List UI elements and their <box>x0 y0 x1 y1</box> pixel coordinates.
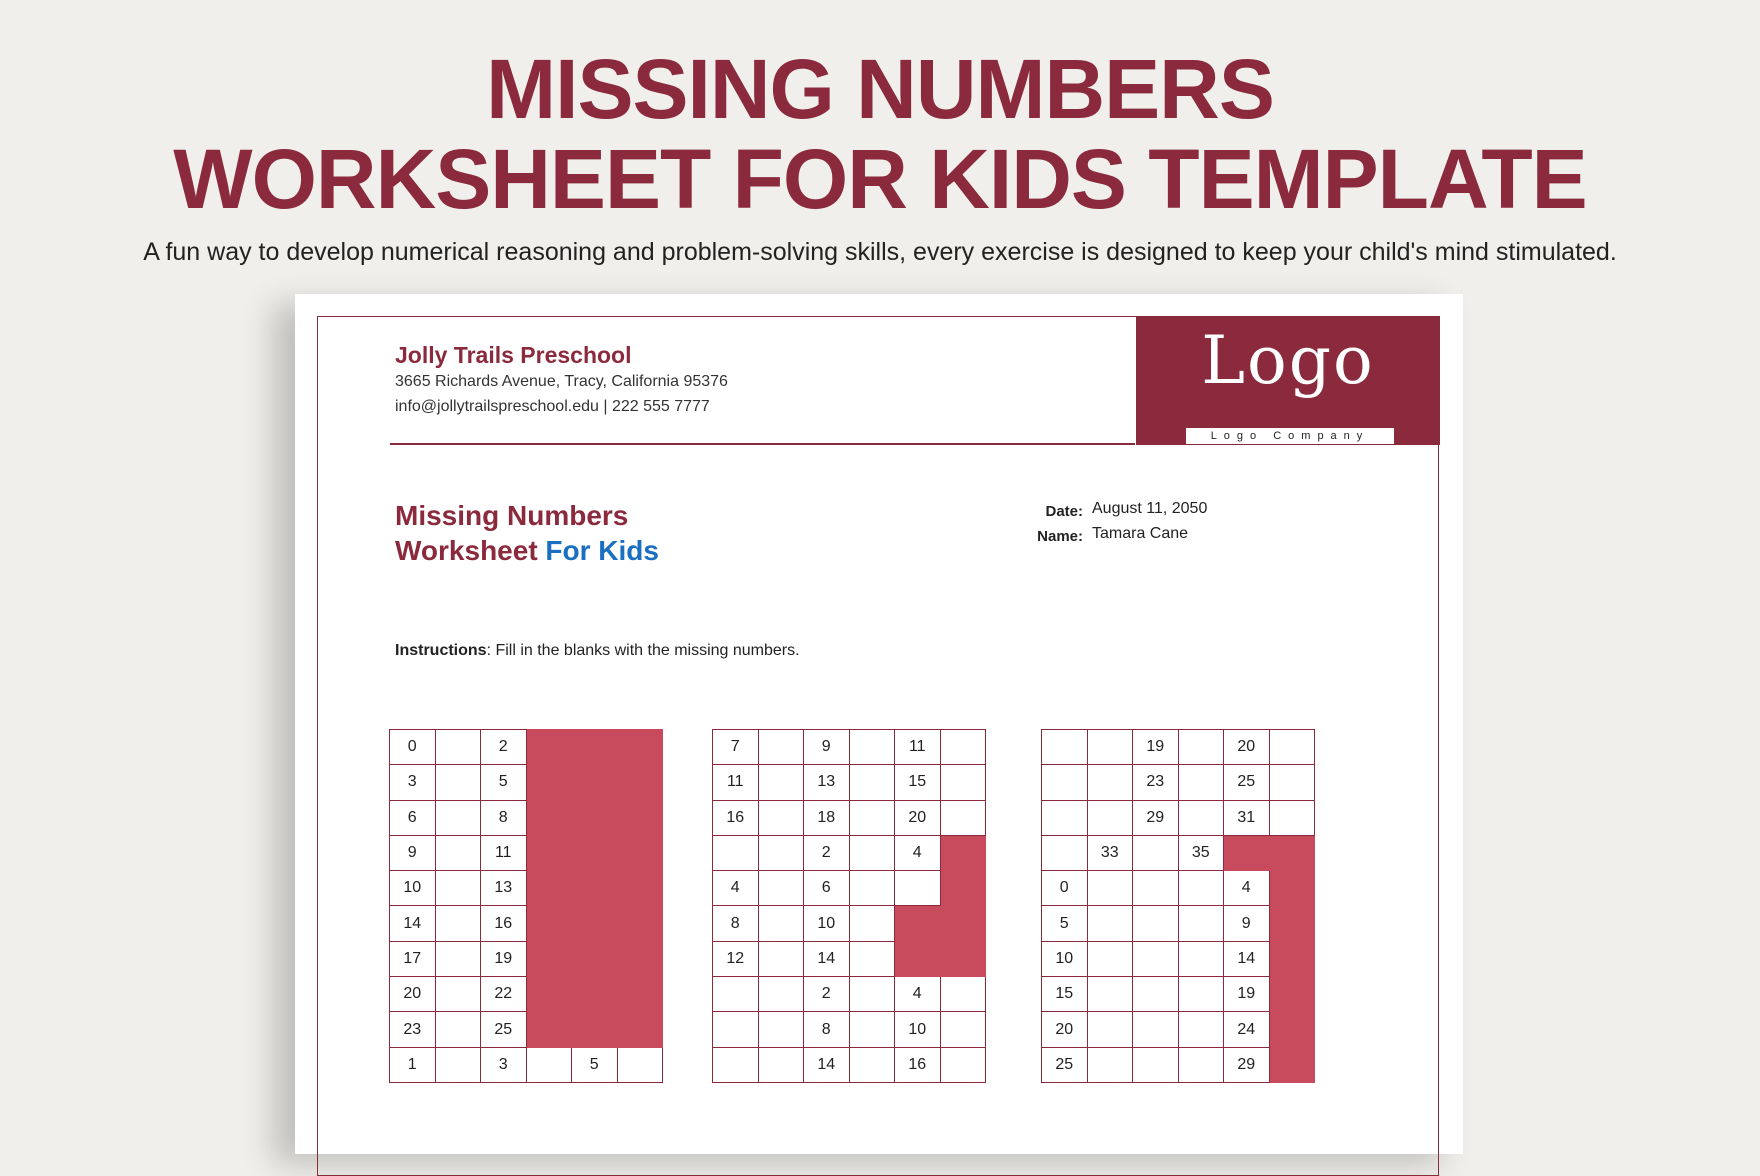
number-cell: 11 <box>895 730 941 765</box>
number-grid-3 <box>1041 729 1315 1083</box>
blank-cell[interactable] <box>849 800 895 835</box>
blank-cell[interactable] <box>849 1047 895 1082</box>
logo <box>1136 316 1440 445</box>
blank-cell[interactable] <box>1178 800 1224 835</box>
worksheet-title-word: Worksheet <box>395 535 538 566</box>
shaded-cell <box>617 1012 663 1047</box>
blank-cell[interactable] <box>713 1012 759 1047</box>
logo-wordmark: Logo <box>1201 322 1375 399</box>
number-cell: 3 <box>481 1047 527 1082</box>
number-cell: 0 <box>390 730 436 765</box>
shaded-cell <box>617 800 663 835</box>
shaded-cell <box>526 1012 572 1047</box>
number-cell: 23 <box>390 1012 436 1047</box>
number-cell: 19 <box>1133 730 1179 765</box>
grid-row <box>390 1047 663 1082</box>
blank-cell[interactable] <box>1087 1047 1133 1082</box>
number-cell: 15 <box>1042 977 1088 1012</box>
grid-row <box>390 800 663 835</box>
number-cell: 1 <box>390 1047 436 1082</box>
number-cell: 15 <box>895 765 941 800</box>
blank-cell[interactable] <box>435 730 481 765</box>
grid-row <box>390 835 663 870</box>
grid-row <box>713 765 986 800</box>
grid-row <box>713 1012 986 1047</box>
shaded-cell <box>617 906 663 941</box>
blank-cell[interactable] <box>758 941 804 976</box>
shaded-cell <box>526 800 572 835</box>
shaded-cell <box>1269 835 1315 870</box>
number-cell: 14 <box>390 906 436 941</box>
number-cell: 20 <box>1224 730 1270 765</box>
grid-row <box>390 941 663 976</box>
blank-cell[interactable] <box>758 977 804 1012</box>
number-cell: 20 <box>390 977 436 1012</box>
number-cell: 9 <box>1224 906 1270 941</box>
blank-cell[interactable] <box>713 977 759 1012</box>
blank-cell[interactable] <box>849 765 895 800</box>
number-cell: 20 <box>895 800 941 835</box>
number-cell: 12 <box>713 941 759 976</box>
number-cell: 33 <box>1087 835 1133 870</box>
instructions <box>395 641 800 661</box>
grid-row <box>390 977 663 1012</box>
instructions-text: : Fill in the blanks with the missing numbers. <box>486 642 800 659</box>
grid-row <box>390 871 663 906</box>
number-cell: 16 <box>481 906 527 941</box>
shaded-cell <box>895 941 941 976</box>
shaded-cell <box>895 906 941 941</box>
shaded-cell <box>617 730 663 765</box>
blank-cell[interactable] <box>1133 977 1179 1012</box>
number-cell: 2 <box>804 977 850 1012</box>
blank-cell[interactable] <box>758 765 804 800</box>
header-divider <box>390 443 1135 445</box>
number-cell: 11 <box>481 835 527 870</box>
blank-cell[interactable] <box>526 1047 572 1082</box>
shaded-cell <box>572 835 618 870</box>
blank-cell[interactable] <box>1087 906 1133 941</box>
number-cell: 0 <box>1042 871 1088 906</box>
shaded-cell <box>1269 871 1315 906</box>
number-cell: 14 <box>1224 941 1270 976</box>
grid-row <box>1042 871 1315 906</box>
blank-cell[interactable] <box>1042 765 1088 800</box>
number-cell: 18 <box>804 800 850 835</box>
grid-row <box>1042 800 1315 835</box>
number-cell: 7 <box>713 730 759 765</box>
grid-row <box>713 871 986 906</box>
blank-cell[interactable] <box>1042 835 1088 870</box>
number-cell: 9 <box>804 730 850 765</box>
number-cell: 5 <box>572 1047 618 1082</box>
shaded-cell <box>572 765 618 800</box>
school-contact: info@jollytrailspreschool.edu | 222 555 7777 <box>395 398 710 415</box>
number-cell: 8 <box>713 906 759 941</box>
number-cell: 2 <box>804 835 850 870</box>
blank-cell[interactable] <box>1087 730 1133 765</box>
number-cell: 4 <box>895 977 941 1012</box>
blank-cell[interactable] <box>849 1012 895 1047</box>
blank-cell[interactable] <box>1178 765 1224 800</box>
number-cell: 16 <box>895 1047 941 1082</box>
number-cell: 17 <box>390 941 436 976</box>
blank-cell[interactable] <box>758 1047 804 1082</box>
date-label: Date: <box>1045 503 1083 520</box>
instructions-label: Instructions <box>395 642 487 659</box>
number-cell: 24 <box>1224 1012 1270 1047</box>
number-cell: 13 <box>481 871 527 906</box>
grid-row <box>1042 906 1315 941</box>
blank-cell[interactable] <box>940 730 986 765</box>
number-cell: 4 <box>713 871 759 906</box>
blank-cell[interactable] <box>849 730 895 765</box>
shaded-cell <box>526 835 572 870</box>
shaded-cell <box>526 906 572 941</box>
number-cell: 3 <box>390 765 436 800</box>
blank-cell[interactable] <box>1269 800 1315 835</box>
blank-cell[interactable] <box>435 906 481 941</box>
shaded-cell <box>572 730 618 765</box>
blank-cell[interactable] <box>758 835 804 870</box>
shaded-cell <box>1269 941 1315 976</box>
blank-cell[interactable] <box>1133 1047 1179 1082</box>
shaded-cell <box>617 765 663 800</box>
grid-row <box>1042 1012 1315 1047</box>
grid-row <box>713 800 986 835</box>
blank-cell[interactable] <box>713 1047 759 1082</box>
blank-cell[interactable] <box>1178 1012 1224 1047</box>
blank-cell[interactable] <box>1087 977 1133 1012</box>
shaded-cell <box>1269 1012 1315 1047</box>
shaded-cell <box>940 835 986 870</box>
shaded-cell <box>617 941 663 976</box>
shaded-cell <box>572 906 618 941</box>
number-cell: 9 <box>390 835 436 870</box>
blank-cell[interactable] <box>940 765 986 800</box>
blank-cell[interactable] <box>940 977 986 1012</box>
grid-row <box>1042 730 1315 765</box>
shaded-cell <box>617 977 663 1012</box>
number-cell: 25 <box>1224 765 1270 800</box>
blank-cell[interactable] <box>758 906 804 941</box>
number-cell: 10 <box>804 906 850 941</box>
grid-row <box>1042 835 1315 870</box>
shaded-cell <box>526 730 572 765</box>
number-cell: 2 <box>481 730 527 765</box>
number-cell: 23 <box>1133 765 1179 800</box>
grid-row <box>713 1047 986 1082</box>
blank-cell[interactable] <box>435 1047 481 1082</box>
number-cell: 25 <box>1042 1047 1088 1082</box>
grid-row <box>713 730 986 765</box>
number-cell: 8 <box>481 800 527 835</box>
shaded-cell <box>1269 977 1315 1012</box>
date-value: August 11, 2050 <box>1092 500 1208 517</box>
blank-cell[interactable] <box>617 1047 663 1082</box>
shaded-cell <box>526 977 572 1012</box>
blank-cell[interactable] <box>1133 1012 1179 1047</box>
number-cell: 5 <box>481 765 527 800</box>
number-cell: 19 <box>481 941 527 976</box>
grid-row <box>713 906 986 941</box>
blank-cell[interactable] <box>940 800 986 835</box>
number-cell: 29 <box>1133 800 1179 835</box>
shaded-cell <box>572 977 618 1012</box>
blank-cell[interactable] <box>1178 941 1224 976</box>
blank-cell[interactable] <box>895 871 941 906</box>
grid-row <box>390 765 663 800</box>
worksheet-page <box>295 294 1463 1154</box>
number-cell: 14 <box>804 1047 850 1082</box>
blank-cell[interactable] <box>849 906 895 941</box>
shaded-cell <box>940 871 986 906</box>
blank-cell[interactable] <box>1178 730 1224 765</box>
blank-cell[interactable] <box>758 871 804 906</box>
blank-cell[interactable] <box>435 835 481 870</box>
worksheet-title <box>395 498 659 568</box>
shaded-cell <box>526 765 572 800</box>
logo-subtitle: Logo Company <box>1186 428 1394 444</box>
blank-cell[interactable] <box>1133 835 1179 870</box>
number-grid-2 <box>712 729 986 1083</box>
blank-cell[interactable] <box>1087 941 1133 976</box>
blank-cell[interactable] <box>1269 730 1315 765</box>
blank-cell[interactable] <box>1042 730 1088 765</box>
worksheet-title-line1: Missing Numbers <box>395 500 629 531</box>
blank-cell[interactable] <box>849 941 895 976</box>
number-cell: 20 <box>1042 1012 1088 1047</box>
grid-row <box>713 977 986 1012</box>
blank-cell[interactable] <box>1269 765 1315 800</box>
shaded-cell <box>617 835 663 870</box>
number-cell: 22 <box>481 977 527 1012</box>
shaded-cell <box>940 906 986 941</box>
grid-row <box>1042 941 1315 976</box>
blank-cell[interactable] <box>1178 977 1224 1012</box>
hero-title <box>0 44 1760 224</box>
number-cell: 10 <box>895 1012 941 1047</box>
shaded-cell <box>617 871 663 906</box>
blank-cell[interactable] <box>1133 906 1179 941</box>
number-cell: 29 <box>1224 1047 1270 1082</box>
number-cell: 13 <box>804 765 850 800</box>
blank-cell[interactable] <box>1178 906 1224 941</box>
shaded-cell <box>526 941 572 976</box>
blank-cell[interactable] <box>940 1012 986 1047</box>
blank-cell[interactable] <box>1087 800 1133 835</box>
blank-cell[interactable] <box>435 977 481 1012</box>
blank-cell[interactable] <box>758 1012 804 1047</box>
grid-row <box>390 730 663 765</box>
blank-cell[interactable] <box>1133 871 1179 906</box>
name-value: Tamara Cane <box>1092 525 1189 542</box>
number-cell: 25 <box>481 1012 527 1047</box>
number-cell: 5 <box>1042 906 1088 941</box>
shaded-cell <box>572 1012 618 1047</box>
blank-cell[interactable] <box>435 871 481 906</box>
blank-cell[interactable] <box>1178 871 1224 906</box>
worksheet-title-highlight: For Kids <box>545 535 659 566</box>
shaded-cell <box>572 800 618 835</box>
blank-cell[interactable] <box>435 765 481 800</box>
blank-cell[interactable] <box>1087 871 1133 906</box>
number-cell: 31 <box>1224 800 1270 835</box>
school-name: Jolly Trails Preschool <box>395 342 632 368</box>
number-grid-1 <box>389 729 663 1083</box>
number-cell: 16 <box>713 800 759 835</box>
shaded-cell <box>1224 835 1270 870</box>
number-cell: 10 <box>390 871 436 906</box>
grid-row <box>713 835 986 870</box>
number-cell: 8 <box>804 1012 850 1047</box>
shaded-cell <box>940 941 986 976</box>
blank-cell[interactable] <box>849 977 895 1012</box>
blank-cell[interactable] <box>1133 941 1179 976</box>
number-cell: 11 <box>713 765 759 800</box>
blank-cell[interactable] <box>1087 765 1133 800</box>
number-cell: 6 <box>390 800 436 835</box>
blank-cell[interactable] <box>1087 1012 1133 1047</box>
blank-cell[interactable] <box>435 800 481 835</box>
grid-row <box>390 906 663 941</box>
shaded-cell <box>1269 906 1315 941</box>
hero-title-line2: WORKSHEET FOR KIDS TEMPLATE <box>173 132 1587 226</box>
number-cell: 4 <box>1224 871 1270 906</box>
blank-cell[interactable] <box>758 800 804 835</box>
hero-title-line1: MISSING NUMBERS <box>486 42 1274 136</box>
blank-cell[interactable] <box>1042 800 1088 835</box>
grid-row <box>1042 977 1315 1012</box>
number-cell: 4 <box>895 835 941 870</box>
grid-row <box>1042 765 1315 800</box>
number-cell: 35 <box>1178 835 1224 870</box>
grid-row <box>1042 1047 1315 1082</box>
number-cell: 14 <box>804 941 850 976</box>
grid-row <box>713 941 986 976</box>
grid-row <box>390 1012 663 1047</box>
worksheet-title-line2 <box>395 533 659 568</box>
shaded-cell <box>572 871 618 906</box>
school-address: 3665 Richards Avenue, Tracy, California 95376 <box>395 373 728 390</box>
shaded-cell <box>572 941 618 976</box>
blank-cell[interactable] <box>758 730 804 765</box>
blank-cell[interactable] <box>1178 1047 1224 1082</box>
blank-cell[interactable] <box>435 1012 481 1047</box>
number-cell: 19 <box>1224 977 1270 1012</box>
shaded-cell <box>526 871 572 906</box>
shaded-cell <box>1269 1047 1315 1082</box>
hero-subtitle: A fun way to develop numerical reasoning and problem-solving skills, every exercise is designed to keep your child's mind stimulated. <box>143 238 1617 266</box>
name-label: Name: <box>1037 528 1083 545</box>
number-cell: 10 <box>1042 941 1088 976</box>
blank-cell[interactable] <box>849 871 895 906</box>
blank-cell[interactable] <box>713 835 759 870</box>
blank-cell[interactable] <box>940 1047 986 1082</box>
number-cell: 6 <box>804 871 850 906</box>
blank-cell[interactable] <box>849 835 895 870</box>
blank-cell[interactable] <box>435 941 481 976</box>
